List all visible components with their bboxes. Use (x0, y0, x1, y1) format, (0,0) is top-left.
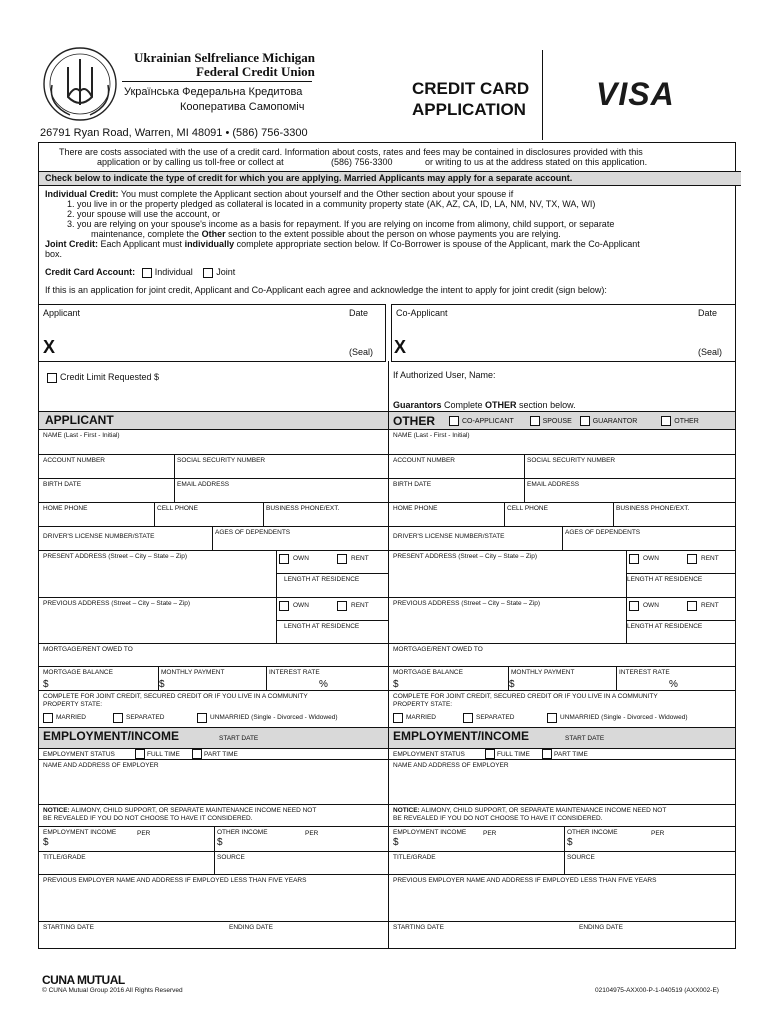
joint-credit-pre: Each Applicant must (100, 239, 185, 249)
footer-copyright: © CUNA Mutual Group 2016 All Rights Reserved (42, 987, 183, 994)
applicant-row-line (39, 502, 388, 503)
applicant-row-line (39, 454, 388, 455)
other-row-line (389, 759, 735, 760)
applicant-name-input[interactable] (43, 441, 83, 451)
applicant-other-income-input[interactable] (217, 838, 257, 848)
other-business-phone-label: BUSINESS PHONE/EXT. (616, 505, 690, 512)
applicant-date-label: Date (349, 308, 369, 318)
other-length-line (626, 573, 735, 574)
applicant-interest-rate-input[interactable] (269, 678, 309, 688)
applicant-rent-label: RENT (351, 555, 369, 562)
other-role-checkbox[interactable] (661, 416, 671, 426)
credit-limit-checkbox[interactable] (47, 373, 57, 383)
other-other-income-input[interactable] (567, 838, 607, 848)
applicant-cell-divider (174, 478, 175, 502)
applicant-employer-label: NAME AND ADDRESS OF EMPLOYER (43, 762, 159, 769)
header-vertical-divider (542, 50, 543, 140)
applicant-ages-dependents-input[interactable] (215, 538, 255, 548)
credit-card-account-row (45, 267, 235, 278)
other-married-checkbox[interactable] (393, 713, 403, 723)
applicant-rent-input[interactable] (337, 609, 377, 619)
other-ssn-label: SOCIAL SECURITY NUMBER (527, 457, 616, 464)
applicant-cell-divider (212, 526, 213, 550)
other-emp-per-label: PER (483, 830, 497, 837)
other-community-1-label: COMPLETE FOR JOINT CREDIT, SECURED CREDIT OR IF YOU LIVE IN A COMMUNITY (393, 693, 658, 700)
co-applicant-signature-box[interactable] (391, 304, 735, 362)
other-birth-date-label: BIRTH DATE (393, 481, 432, 488)
other-title: OTHER (393, 414, 435, 428)
other-ending-date-label: ENDING DATE (579, 924, 623, 931)
applicant-cell-divider (214, 826, 215, 851)
credit-union-emblem (40, 45, 120, 123)
applicant-account-number-label: ACCOUNT NUMBER (43, 457, 105, 464)
other-cell-phone-input[interactable] (507, 514, 547, 524)
other-cell-phone-label: CELL PHONE (507, 505, 548, 512)
applicant-employment-income-label: EMPLOYMENT INCOME (43, 829, 117, 836)
other-notice (393, 807, 666, 814)
applicant-signature-box[interactable] (39, 304, 386, 362)
joint-credit-label: Joint Credit: (45, 239, 98, 249)
applicant-email-input[interactable] (177, 490, 217, 500)
other-row-line (389, 851, 735, 852)
other-row-line (389, 804, 735, 805)
credit-limit-row (47, 372, 159, 383)
other-notice-bold: NOTICE: (393, 807, 420, 814)
other-employment-income-label: EMPLOYMENT INCOME (393, 829, 467, 836)
applicant-employment-income-input[interactable] (43, 838, 83, 848)
other-name-input[interactable] (393, 441, 433, 451)
org-name-en-1: Ukrainian Selfreliance Michigan (134, 50, 316, 65)
intro-line1: There are costs associated with the use of a credit card. Information about costs, rates and fees may be contained in disclosures provided with this (59, 147, 643, 157)
applicant-row-line (39, 804, 388, 805)
applicant-own-label: OWN (293, 602, 309, 609)
applicant-row-line (39, 478, 388, 479)
applicant-own-label: OWN (293, 555, 309, 562)
applicant-home-phone-input[interactable] (43, 514, 83, 524)
other-ages-dependents-label: AGES OF DEPENDENTS (565, 529, 641, 536)
org-name-uk-1: Українська Федеральна Кредитова (124, 86, 303, 98)
other-present-address-label: PRESENT ADDRESS (Street – City – State – Zip) (393, 553, 538, 560)
applicant-part-time-checkbox[interactable] (192, 749, 202, 759)
applicant-row-line (39, 550, 388, 551)
other-row-line (389, 454, 735, 455)
other-name-label: NAME (Last - First - Initial) (393, 432, 470, 439)
applicant-monthly-payment-input[interactable] (161, 678, 201, 688)
co-applicant-option: CO-APPLICANT (462, 417, 514, 425)
other-other-income-label: OTHER INCOME (567, 829, 618, 836)
other-part-time-checkbox[interactable] (542, 749, 552, 759)
form-title-line2: APPLICATION (412, 100, 526, 119)
applicant-part-time-label: PART TIME (204, 751, 238, 758)
credit-item-1: 1. you live in or the property pledged as collateral is located in a community property state (AK, AZ, CA, ID, LA, NM, NV, TX, WA, WI) (67, 199, 596, 209)
applicant-source-label: SOURCE (217, 854, 245, 861)
spouse-checkbox[interactable] (530, 416, 540, 426)
applicant-row-line (39, 666, 388, 667)
guarantor-option: GUARANTOR (592, 417, 638, 425)
other-emp-income-dollar: $ (393, 837, 399, 848)
other-row-line (389, 921, 735, 922)
column-divider (388, 361, 389, 948)
applicant-length-residence-label: LENGTH AT RESIDENCE (284, 623, 360, 630)
other-drivers-license-input[interactable] (393, 538, 433, 548)
other-row-line (389, 643, 735, 644)
other-previous-address-input[interactable] (393, 609, 433, 619)
org-name-uk-2: Кооператива Самопоміч (180, 101, 305, 113)
intro-line2a: application or by calling us toll-free or collect at (97, 157, 284, 167)
guarantor-checkbox[interactable] (580, 416, 590, 426)
guarantors-post: section below. (516, 400, 576, 410)
cuna-mutual-logo: CUNA MUTUAL (42, 973, 125, 987)
other-row-line (389, 666, 735, 667)
applicant-start-date-label: START DATE (219, 735, 259, 742)
credit-item-2: 2. your spouse will use the account, or (67, 209, 221, 219)
applicant-other-per-label: PER (305, 830, 319, 837)
applicant-sig-x: X (43, 337, 56, 357)
applicant-other-income-label: OTHER INCOME (217, 829, 268, 836)
co-applicant-sig-x: X (394, 337, 407, 357)
co-applicant-date-label: Date (698, 308, 718, 318)
other-cell-divider (524, 454, 525, 478)
credit-limit-label: Credit Limit Requested $ (60, 372, 160, 382)
other-row-line (389, 597, 735, 598)
other-employment-status-label: EMPLOYMENT STATUS (393, 751, 465, 758)
applicant-row-line (39, 874, 388, 875)
other-cell-divider (562, 526, 563, 550)
applicant-ages-dependents-label: AGES OF DEPENDENTS (215, 529, 291, 536)
header-divider (122, 81, 312, 82)
other-drivers-license-label: DRIVER'S LICENSE NUMBER/STATE (393, 533, 505, 540)
other-rent-input[interactable] (687, 609, 727, 619)
applicant-interest-rate-label: INTEREST RATE (269, 669, 320, 676)
other-monthly-payment-label: MONTHLY PAYMENT (511, 669, 575, 676)
application-form (38, 142, 736, 949)
applicant-row-line (39, 643, 388, 644)
other-title-grade-label: TITLE/GRADE (393, 854, 436, 861)
other-previous-employer-label: PREVIOUS EMPLOYER NAME AND ADDRESS IF EMPLOYED LESS THAN FIVE YEARS (393, 877, 657, 884)
other-business-phone-input[interactable] (616, 514, 656, 524)
other-row-line (389, 748, 735, 749)
applicant-birth-date-input[interactable] (43, 490, 83, 500)
other-account-number-label: ACCOUNT NUMBER (393, 457, 455, 464)
visa-logo: VISA (596, 76, 675, 112)
guarantors-other-bold: OTHER (485, 400, 517, 410)
applicant-unmarried-checkbox[interactable] (197, 713, 207, 723)
applicant-married-checkbox[interactable] (43, 713, 53, 723)
other-community-line2: PROPERTY STATE: (393, 701, 453, 708)
other-mortgage-owed-label: MORTGAGE/RENT OWED TO (393, 646, 483, 653)
joint-checkbox[interactable] (203, 268, 213, 278)
other-role-option: OTHER (674, 417, 699, 425)
co-applicant-sig-label: Co-Applicant (396, 308, 448, 318)
applicant-ending-date-input[interactable] (229, 933, 269, 943)
applicant-seal: (Seal) (349, 347, 374, 357)
individual-credit-label: Individual Credit: (45, 189, 119, 199)
other-married-label: MARRIED (406, 714, 436, 721)
applicant-other-income-dollar: $ (217, 837, 223, 848)
other-email-label: EMAIL ADDRESS (527, 481, 580, 488)
other-own-input[interactable] (629, 562, 669, 572)
other-separated-label: SEPARATED (476, 714, 515, 721)
credit-item-3b-bold: Other (201, 229, 226, 239)
applicant-notice-line2: BE REVEALED IF YOU DO NOT CHOOSE TO HAVE IT CONSIDERED. (43, 815, 253, 822)
other-part-time-label: PART TIME (554, 751, 588, 758)
applicant-title-grade-input[interactable] (43, 863, 83, 873)
other-own-input[interactable] (629, 609, 669, 619)
applicant-mortgage-balance-input[interactable] (43, 678, 83, 688)
applicant-email-label: EMAIL ADDRESS (177, 481, 230, 488)
applicant-length-residence-label: LENGTH AT RESIDENCE (284, 576, 360, 583)
other-cell-divider (524, 478, 525, 502)
credit-item-3b-pre: maintenance, complete the (91, 229, 202, 239)
other-email-input[interactable] (527, 490, 567, 500)
other-start-date-label: START DATE (565, 735, 605, 742)
other-account-number-input[interactable] (393, 466, 433, 476)
other-employer-label: NAME AND ADDRESS OF EMPLOYER (393, 762, 509, 769)
other-home-phone-label: HOME PHONE (393, 505, 438, 512)
applicant-row-line (39, 748, 388, 749)
other-balance-dollar: $ (393, 679, 399, 690)
other-ending-date-input[interactable] (579, 933, 619, 943)
other-notice-line1: ALIMONY, CHILD SUPPORT, OR SEPARATE MAINTENANCE INCOME NEED NOT (419, 807, 667, 814)
applicant-separated-checkbox[interactable] (113, 713, 123, 723)
other-employment-title: EMPLOYMENT/INCOME (393, 729, 530, 743)
credit-type-bar: Check below to indicate the type of credit for which you are applying. Married Applicants may apply for a separate account. (39, 171, 741, 186)
other-row-line (389, 429, 735, 430)
joint-label: Joint (216, 267, 236, 277)
other-home-phone-input[interactable] (393, 514, 433, 524)
applicant-title: APPLICANT (45, 413, 114, 427)
intro-line2c: or writing to us at the address stated on this application. (425, 157, 648, 167)
other-row-line (389, 826, 735, 827)
other-cell-divider (504, 502, 505, 526)
account-type-label: Credit Card Account: (45, 267, 136, 277)
applicant-birth-date-label: BIRTH DATE (43, 481, 82, 488)
other-present-address-input[interactable] (393, 562, 433, 572)
applicant-mortgage-owed-label: MORTGAGE/RENT OWED TO (43, 646, 133, 653)
other-rent-label: RENT (701, 555, 719, 562)
applicant-row-line (39, 759, 388, 760)
applicant-rate-percent: % (319, 679, 328, 690)
other-source-label: SOURCE (567, 854, 595, 861)
applicant-business-phone-label: BUSINESS PHONE/EXT. (266, 505, 340, 512)
applicant-previous-employer-input[interactable] (43, 886, 83, 896)
applicant-row-line (39, 690, 388, 691)
other-ages-dependents-input[interactable] (565, 538, 605, 548)
co-applicant-checkbox[interactable] (449, 416, 459, 426)
applicant-cell-phone-input[interactable] (157, 514, 197, 524)
intro-phone: (586) 756-3300 (331, 157, 393, 167)
applicant-present-address-label: PRESENT ADDRESS (Street – City – State – Zip) (43, 553, 188, 560)
applicant-row-line (39, 597, 388, 598)
other-cell-divider (616, 666, 617, 690)
credit-item-3b-post: section to the extent possible about the person on whose payments you are relying. (225, 229, 561, 239)
other-separated-checkbox[interactable] (463, 713, 473, 723)
other-notice-bold-input[interactable] (393, 816, 433, 826)
other-ssn-input[interactable] (527, 466, 567, 476)
applicant-notice-bold: NOTICE: (43, 807, 70, 814)
guarantors-mid: Complete (441, 400, 486, 410)
other-length-residence-label: LENGTH AT RESIDENCE (627, 623, 703, 630)
joint-credit-post: complete appropriate section below. If Co-Borrower is spouse of the Applicant, mark the Co-Applicant (234, 239, 640, 249)
other-cell-divider (564, 851, 565, 874)
other-full-time-label: FULL TIME (497, 751, 530, 758)
guarantors-note (393, 400, 576, 410)
applicant-cell-divider (263, 502, 264, 526)
other-other-income-dollar: $ (567, 837, 573, 848)
other-rent-label: RENT (701, 602, 719, 609)
applicant-cell-divider (154, 502, 155, 526)
applicant-drivers-license-input[interactable] (43, 538, 83, 548)
applicant-ssn-input[interactable] (177, 466, 217, 476)
credit-union-address: 26791 Ryan Road, Warren, MI 48091 • (586) 756-3300 (40, 127, 308, 139)
individual-checkbox[interactable] (142, 268, 152, 278)
applicant-notice-line1: ALIMONY, CHILD SUPPORT, OR SEPARATE MAINTENANCE INCOME NEED NOT (69, 807, 317, 814)
guarantors-bold: Guarantors (393, 400, 442, 410)
other-interest-rate-label: INTEREST RATE (619, 669, 670, 676)
other-own-label: OWN (643, 602, 659, 609)
form-title (412, 78, 529, 120)
other-cell-divider (564, 826, 565, 851)
applicant-title-grade-label: TITLE/GRADE (43, 854, 86, 861)
other-previous-address-label: PREVIOUS ADDRESS (Street – City – State – Zip) (393, 600, 541, 607)
applicant-monthly-payment-label: MONTHLY PAYMENT (161, 669, 225, 676)
applicant-source-input[interactable] (217, 863, 257, 873)
applicant-married-label: MARRIED (56, 714, 86, 721)
applicant-previous-address-label: PREVIOUS ADDRESS (Street – City – State – Zip) (43, 600, 191, 607)
applicant-own-input[interactable] (279, 562, 319, 572)
other-row-line (389, 502, 735, 503)
applicant-row-line (39, 429, 388, 430)
applicant-business-phone-input[interactable] (266, 514, 306, 524)
applicant-name-label: NAME (Last - First - Initial) (43, 432, 120, 439)
applicant-cell-divider (266, 666, 267, 690)
other-interest-rate-input[interactable] (619, 678, 659, 688)
applicant-community-line2: PROPERTY STATE: (43, 701, 103, 708)
individual-label: Individual (154, 267, 193, 277)
applicant-full-time-checkbox[interactable] (135, 749, 145, 759)
applicant-cell-divider (174, 454, 175, 478)
individual-credit-desc: You must complete the Applicant section about yourself and the Other section about your spouse if (120, 189, 514, 199)
applicant-notice (43, 807, 316, 814)
joint-credit-text (45, 239, 640, 249)
applicant-sig-label: Applicant (43, 308, 81, 318)
applicant-previous-employer-label: PREVIOUS EMPLOYER NAME AND ADDRESS IF EMPLOYED LESS THAN FIVE YEARS (43, 877, 307, 884)
other-monthly-payment-input[interactable] (511, 678, 551, 688)
applicant-previous-address-input[interactable] (43, 609, 83, 619)
footer-form-code: 02104975-AXX00-P-1-040519 (AXX002-E) (595, 987, 719, 994)
other-rate-percent: % (669, 679, 678, 690)
joint-credit-bold: individually (184, 239, 235, 249)
other-notice-line2: BE REVEALED IF YOU DO NOT CHOOSE TO HAVE IT CONSIDERED. (393, 815, 603, 822)
form-title-line1: CREDIT CARD (412, 79, 530, 98)
applicant-notice-bold-input[interactable] (43, 816, 83, 826)
other-other-per-label: PER (651, 830, 665, 837)
other-row-line (389, 874, 735, 875)
other-payment-dollar: $ (509, 679, 515, 690)
applicant-unmarried-label: UNMARRIED (Single - Divorced - Widowed) (210, 714, 338, 721)
applicant-row-line (39, 526, 388, 527)
applicant-ending-date-label: ENDING DATE (229, 924, 273, 931)
other-mortgage-balance-label: MORTGAGE BALANCE (393, 669, 463, 676)
other-row-line (389, 690, 735, 691)
other-role-options (449, 416, 699, 426)
applicant-starting-date-label: STARTING DATE (43, 924, 94, 931)
other-rent-input[interactable] (687, 562, 727, 572)
applicant-community-1-label: COMPLETE FOR JOINT CREDIT, SECURED CREDIT OR IF YOU LIVE IN A COMMUNITY (43, 693, 308, 700)
applicant-balance-dollar: $ (43, 679, 49, 690)
individual-credit-text (45, 189, 513, 199)
other-mortgage-owed-input[interactable] (393, 655, 433, 665)
other-unmarried-checkbox[interactable] (547, 713, 557, 723)
applicant-cell-divider (214, 851, 215, 874)
applicant-present-address-input[interactable] (43, 562, 83, 572)
authorized-user-label: If Authorized User, Name: (393, 370, 496, 380)
applicant-emp-per-label: PER (137, 830, 151, 837)
applicant-rent-label: RENT (351, 602, 369, 609)
other-source-input[interactable] (567, 863, 607, 873)
applicant-account-number-input[interactable] (43, 466, 83, 476)
applicant-row-line (39, 921, 388, 922)
applicant-mortgage-balance-label: MORTGAGE BALANCE (43, 669, 113, 676)
other-cell-divider (613, 502, 614, 526)
other-title-grade-input[interactable] (393, 863, 433, 873)
other-birth-date-input[interactable] (393, 490, 433, 500)
other-own-label: OWN (643, 555, 659, 562)
other-full-time-checkbox[interactable] (485, 749, 495, 759)
org-name-en-2: Federal Credit Union (196, 64, 315, 79)
applicant-employer-input[interactable] (43, 771, 83, 781)
other-row-line (389, 478, 735, 479)
other-employer-input[interactable] (393, 771, 433, 781)
applicant-ssn-label: SOCIAL SECURITY NUMBER (177, 457, 266, 464)
applicant-mortgage-owed-input[interactable] (43, 655, 83, 665)
applicant-rent-input[interactable] (337, 562, 377, 572)
applicant-starting-date-input[interactable] (43, 933, 83, 943)
other-row-line (389, 550, 735, 551)
applicant-emp-income-dollar: $ (43, 837, 49, 848)
other-length-line (626, 620, 735, 621)
applicant-own-input[interactable] (279, 609, 319, 619)
joint-acknowledgement: If this is an application for joint credit, Applicant and Co-Applicant each agree and acknowledge the intent to apply for joint credit (sign below): (45, 285, 607, 295)
other-starting-date-label: STARTING DATE (393, 924, 444, 931)
applicant-length-line (276, 573, 388, 574)
other-length-residence-label: LENGTH AT RESIDENCE (627, 576, 703, 583)
co-applicant-seal: (Seal) (698, 347, 723, 357)
credit-item-3b (91, 229, 561, 239)
applicant-separated-label: SEPARATED (126, 714, 165, 721)
applicant-payment-dollar: $ (159, 679, 165, 690)
spouse-option: SPOUSE (542, 417, 572, 425)
other-previous-employer-input[interactable] (393, 886, 433, 896)
other-employment-income-input[interactable] (393, 838, 433, 848)
other-mortgage-balance-input[interactable] (393, 678, 433, 688)
applicant-length-line (276, 620, 388, 621)
other-unmarried-label: UNMARRIED (Single - Divorced - Widowed) (560, 714, 688, 721)
applicant-employment-title: EMPLOYMENT/INCOME (43, 729, 180, 743)
applicant-cell-phone-label: CELL PHONE (157, 505, 198, 512)
credit-item-3a: 3. you are relying on your spouse's income as a basis for repayment. If you are relying on income from alimony, child support, or separate (67, 219, 615, 229)
applicant-drivers-license-label: DRIVER'S LICENSE NUMBER/STATE (43, 533, 155, 540)
applicant-full-time-label: FULL TIME (147, 751, 180, 758)
applicant-employment-status-label: EMPLOYMENT STATUS (43, 751, 115, 758)
applicant-home-phone-label: HOME PHONE (43, 505, 88, 512)
joint-credit-line2: box. (45, 249, 63, 259)
other-starting-date-input[interactable] (393, 933, 433, 943)
